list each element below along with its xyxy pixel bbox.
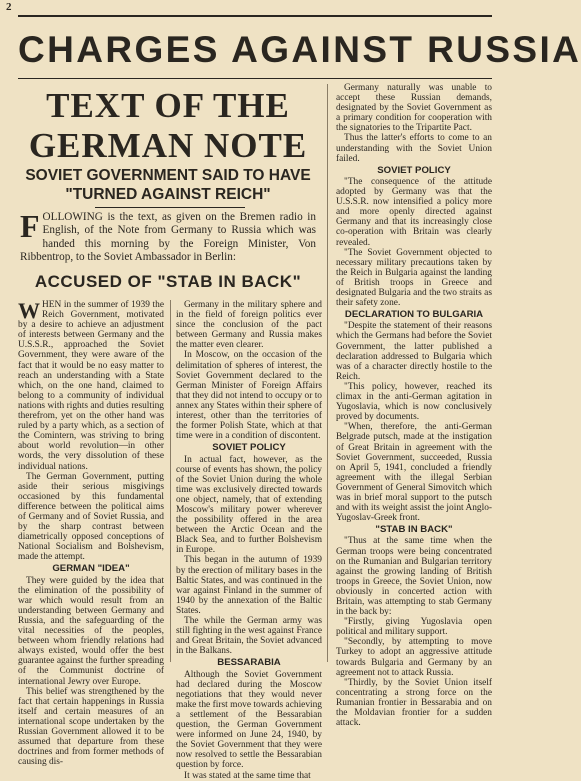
paragraph: In actual fact, however, as the course of events has shown, the policy of the Soviet Union during the whole time was exclusively directed towards one object, namely, that of extending Moscow's military power wherever the possibility offered in the area between the Arctic Ocean and the Black Sea, and to further Bolshevism in Europe. (176, 454, 322, 556)
section-subheading: GERMAN "IDEA" (52, 563, 130, 575)
intro-dropcap: F (20, 208, 40, 244)
paragraph: This began in the autumn of 1939 by the erection of military bases in the Baltic States, and was continued in the war against Finland in the summer of 1940 by the annexation of the Baltic States. (176, 555, 322, 616)
paragraph: "Thirdly, by the Soviet Union itself concentrating a strong force on the Rumanian frontier in Bessarabia and on the Moldavian frontier for a sudden attack. (336, 677, 492, 729)
paragraph: "Thus at the same time when the German troops were being concentrated on the Rumanian and Bulgarian territory against the growing landing of British troops in Greece, the Soviet Union, now obviously in concerted action with Britain, was attempting to stab Germany in the back by: (336, 536, 492, 618)
column-1 (18, 300, 164, 767)
paragraph: "Firstly, giving Yugoslavia open political and military support. (336, 617, 492, 638)
article-intro (20, 208, 316, 264)
section-subheading: "STAB IN BACK" (375, 524, 453, 536)
paragraph: "Despite the statement of their reasons which the Germans had before the Soviet Government, the latter published a declaration addressed to Bulgaria which was of a character directly hostile to the Reich. (336, 321, 492, 382)
column-divider (170, 300, 171, 662)
column-divider (327, 84, 328, 662)
paragraph: "Secondly, by attempting to move Turkey to adopt an aggressive attitude towards Bulgaria and Germany by an agreement not to attack Russia. (336, 637, 492, 678)
paragraph: Germany in the military sphere and in the field of foreign politics ever since the conclusion of the pact between Germany and Russia makes the matter even clearer. (176, 300, 322, 351)
paragraph: "When, therefore, the anti-German Belgrade putsch, made at the instigation of Great Britain in agreement with the Soviet Government, succeeded, Russia on April 5, 1941, concluded a friendly agreement with the illegal Serbian Government of General Simovitch which was in brief moral support to the putsch and with its weight assist the joint Anglo-Yugoslav-Greek front. (336, 422, 492, 524)
section-subheading: DECLARATION TO BULGARIA (344, 309, 484, 321)
paragraph: The German Government, putting aside their serious misgivings occasioned by this fundamental difference between the political aims of Germany and of Soviet Russia, and by the sharp contrast between diametrically opposed conceptions of National Socialism and Bolshevism, made the attempt. (18, 471, 164, 563)
paragraph: "This policy, however, reached its climax in the anti-German agitation in Yugoslavia, which is now conclusively proved by documents. (336, 381, 492, 423)
section-subheading: SOVIET POLICY (212, 442, 286, 454)
page-number: 2 (6, 1, 12, 13)
section-subheading: SOVIET POLICY (377, 164, 451, 176)
intro-text: OLLOWING is the text, as given on the Bremen radio in English, of the Note from Germany to Russia which was handed this morning by the Foreign Minister, Von Ribbentrop, to the Soviet Ambassador in Berlin: (20, 211, 316, 263)
headline-rule (18, 78, 492, 79)
paragraph: In Moscow, on the occasion of the delimitation of spheres of interest, the Soviet Government declared to the German Minister of Foreign Affairs that they did not intend to occupy or to annex any States within their sphere of interest, other than the territories of the former Polish State, which at that time were in a condition of discontent. (176, 350, 322, 442)
page-headline: CHARGES AGAINST RUSSIA (18, 29, 581, 70)
section-subheading: BESSARABIA (217, 657, 281, 669)
paragraph: They were guided by the idea that the elimination of the possibility of war which would result from an understanding between Germany and Russia, and the safeguarding of the vital necessities of the peoples, between whom friendly relations had always existed, would offer the best guarantee against the further spreading of the Communist doctrine of international Jewry over Europe. (18, 575, 164, 687)
paragraph: Germany naturally was unable to accept these Russian demands, designated by the Soviet Government as a primary condition for cooperation with the signatories to the Tripartite Pact. (336, 83, 492, 134)
column-3 (336, 83, 492, 728)
column-2 (176, 300, 322, 781)
paragraph (18, 300, 164, 472)
top-rule (18, 15, 492, 17)
article-title: TEXT OF THE GERMAN NOTE (28, 86, 308, 165)
subhead-rule (95, 207, 245, 208)
paragraph-text: HEN in the summer of 1939 the Reich Government, motivated by a desire to achieve an adjustment of interests between Germany and the U.S.S.R., approached the Soviet Government, they were aware of the fact that it would be no easy matter to reach an understanding with a State which, on the one hand, claimed to belong to a community of individual nations with rights and duties resulting therefrom, yet on the other hand was ruled by a party which, as a section of the Comintern, was striving to bring about world revolution—in other words, the very dissolution of these individual nations. (18, 300, 164, 472)
paragraph: "The Soviet Government objected to necessary military precautions taken by the Reich in Bulgaria against the landing of British troops in Greece and designated Bulgaria and the two straits as their safety zone. (336, 247, 492, 309)
paragraph: "The consequence of the attitude adopted by Germany was that the U.S.S.R. now intensified a policy more and more openly directed against Germany and that its increasingly close co-operation with Britain was clearly revealed. (336, 176, 492, 248)
column-dropcap: W (18, 298, 40, 323)
article-subhead: SOVIET GOVERNMENT SAID TO HAVE "TURNED AGAINST REICH" (25, 167, 311, 203)
paragraph: The while the German army was still fighting in the west against France and Great Britain, the Soviet advanced in the Balkans. (176, 616, 322, 657)
paragraph: This belief was strengthened by the fact that certain happenings in Russia itself and certain measures of an international scope undertaken by the Russian Government allowed it to be assumed that departure from these doctrines and from former methods of causing dis- (18, 686, 164, 768)
paragraph: Although the Soviet Government had declared during the Moscow negotiations that they would never make the first move towards achieving a settlement of the Bessarabian question, the German Government were informed on June 24, 1940, by the Soviet Government that they were now resolved to settle the Bessarabian question by force. (176, 669, 322, 771)
paragraph: It was stated at the same time that (184, 770, 311, 781)
section-heading: ACCUSED OF "STAB IN BACK" (34, 272, 302, 291)
paragraph: Thus the latter's efforts to come to an understanding with the Soviet Union failed. (336, 133, 492, 164)
